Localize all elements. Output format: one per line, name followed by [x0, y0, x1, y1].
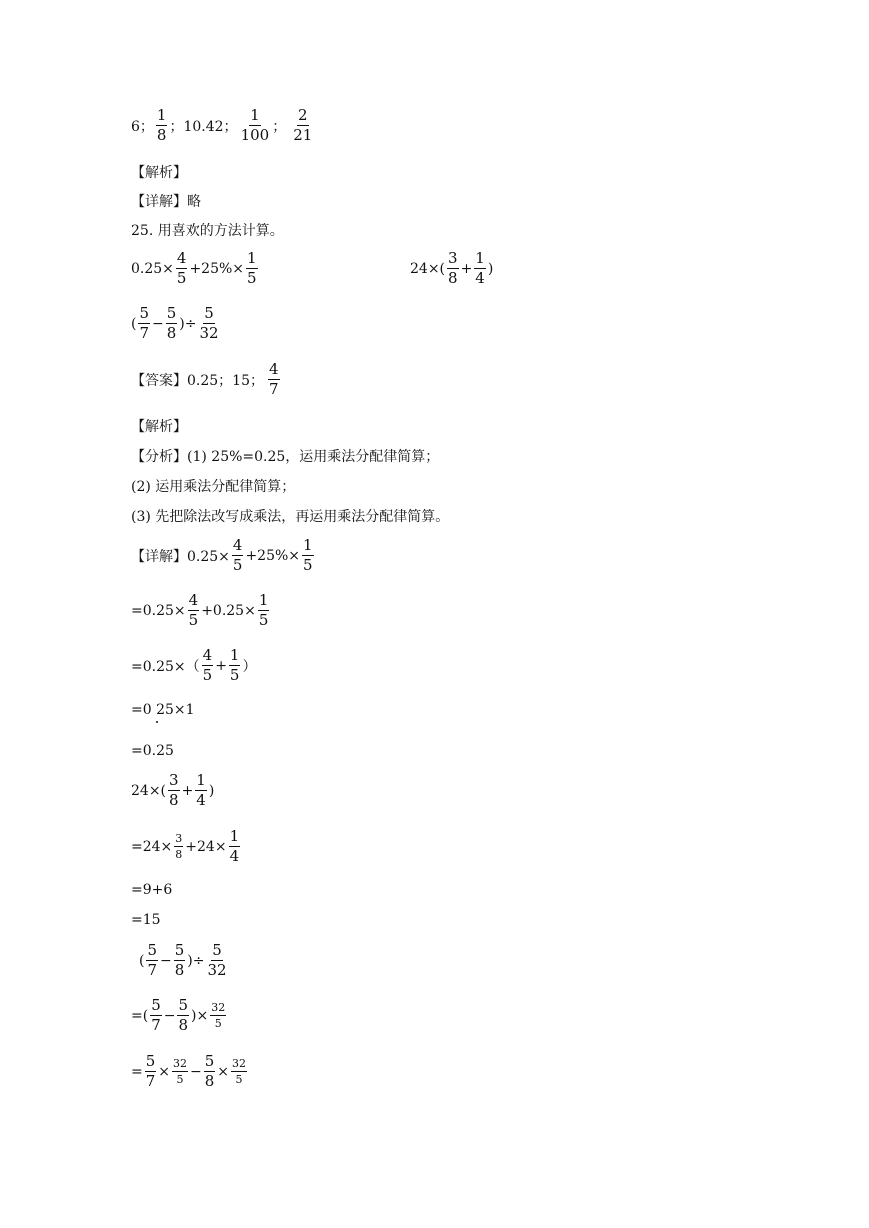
fraction: $\frac{5}{8}$: [204, 1052, 215, 1090]
fraction: $\frac{1}{5}$: [303, 536, 313, 574]
text: 24×(: [410, 260, 446, 277]
text: 0.25×: [131, 260, 174, 277]
text: 【答案】0.25；15；: [131, 372, 264, 389]
fraction: $\frac{1}{8}$: [156, 106, 167, 144]
answer-line: [131, 362, 282, 397]
text: (: [131, 315, 137, 332]
fraction: $\frac{4}{7}$: [269, 360, 279, 398]
text: +: [215, 657, 227, 674]
fraction: $\frac{4}{5}$: [232, 536, 243, 574]
jiexi-heading-2: 【解析】: [131, 419, 187, 435]
fraction: $\frac{5}{7}$: [151, 996, 161, 1034]
text: =0.25×（: [131, 658, 200, 675]
text: −: [163, 1007, 176, 1024]
detail-step-2: [131, 593, 271, 628]
fraction: $\frac{5}{7}$: [147, 941, 158, 979]
fraction: $\frac{5}{32}$: [199, 304, 219, 342]
fraction: $\frac{3}{8}$: [175, 832, 183, 861]
detail-step-9: =15: [131, 912, 161, 928]
detail-step-8: =9+6: [131, 882, 173, 898]
fraction: $\frac{1}{4}$: [475, 249, 485, 287]
text: +: [460, 260, 473, 277]
fraction: $\frac{3}{8}$: [448, 249, 458, 287]
text: =24×: [131, 838, 173, 855]
fraction: $\frac{4}{5}$: [188, 591, 199, 629]
fraction: $\frac{1}{5}$: [247, 249, 257, 287]
fraction: $\frac{5}{8}$: [174, 941, 185, 979]
analysis-line-3: (3) 先把除法改写成乘法，再运用乘法分配律简算。: [131, 509, 450, 525]
fraction: $\frac{32}{5}$: [173, 1057, 188, 1086]
text: )÷: [179, 315, 197, 332]
expression-b: [410, 251, 493, 286]
text: −: [152, 315, 164, 332]
fraction: $\frac{1}{4}$: [229, 827, 240, 865]
expression-c: [131, 306, 222, 341]
fraction: $\frac{5}{8}$: [166, 304, 177, 342]
detail-step-4: =0 25×1: [131, 702, 195, 718]
expression-a: [131, 251, 260, 286]
text: 6；: [131, 118, 154, 135]
fraction: $\frac{4}{5}$: [176, 249, 187, 287]
text: +0.25×: [201, 602, 256, 619]
answer-line-prev: [131, 108, 315, 143]
text: ): [487, 260, 494, 277]
detail-step-3: [131, 648, 256, 683]
text: ×: [158, 1063, 171, 1080]
text: ): [208, 782, 215, 799]
detail-step-10: [139, 943, 230, 978]
detail-step-12: [131, 1054, 249, 1089]
detail-step-7: [131, 829, 242, 864]
text: +25%×: [189, 260, 245, 277]
text: )×: [191, 1007, 209, 1024]
fraction: $\frac{5}{7}$: [139, 304, 150, 342]
text: −: [190, 1063, 202, 1080]
text: ×: [217, 1063, 230, 1080]
fraction: $\frac{5}{32}$: [207, 941, 227, 979]
text: ；: [272, 118, 287, 135]
text: ）: [242, 658, 257, 675]
text: (: [139, 952, 145, 969]
fraction: $\frac{1}{5}$: [229, 646, 240, 684]
fraction: $\frac{2}{21}$: [293, 106, 313, 144]
text: −: [160, 952, 172, 969]
text: 24×(: [131, 782, 167, 799]
fraction: $\frac{4}{5}$: [202, 646, 213, 684]
fraction: $\frac{1}{4}$: [196, 771, 206, 809]
text: +: [181, 782, 194, 799]
text: +24×: [185, 838, 227, 855]
text: +25%×: [245, 547, 301, 564]
fraction: $\frac{5}{8}$: [178, 996, 189, 1034]
detail-step-11: [131, 998, 228, 1033]
text: ；10.42；: [169, 118, 238, 135]
fraction: $\frac{32}{5}$: [211, 1001, 226, 1030]
question-25-title: 25. 用喜欢的方法计算。: [131, 223, 284, 239]
text: =: [131, 1063, 143, 1080]
fraction: $\frac{32}{5}$: [232, 1057, 247, 1086]
fraction: $\frac{5}{7}$: [145, 1052, 156, 1090]
fraction: $\frac{3}{8}$: [169, 771, 179, 809]
xiangjie-line: 【详解】略: [131, 194, 201, 210]
detail-step-5: =0.25: [131, 743, 174, 759]
analysis-line-1: 【分析】(1) 25%=0.25，运用乘法分配律简算；: [131, 449, 440, 465]
analysis-line-2: (2) 运用乘法分配律简算；: [131, 479, 296, 495]
fraction: $\frac{1}{100}$: [240, 106, 270, 144]
text: =(: [131, 1007, 149, 1024]
text: =0.25×: [131, 602, 186, 619]
detail-step-6: [131, 773, 214, 808]
detail-step-1: [131, 538, 316, 573]
jiexi-heading: 【解析】: [131, 165, 187, 181]
stray-dot: [156, 721, 158, 723]
text: 【详解】0.25×: [131, 548, 230, 565]
text: )÷: [187, 952, 205, 969]
fraction: $\frac{1}{5}$: [258, 591, 269, 629]
